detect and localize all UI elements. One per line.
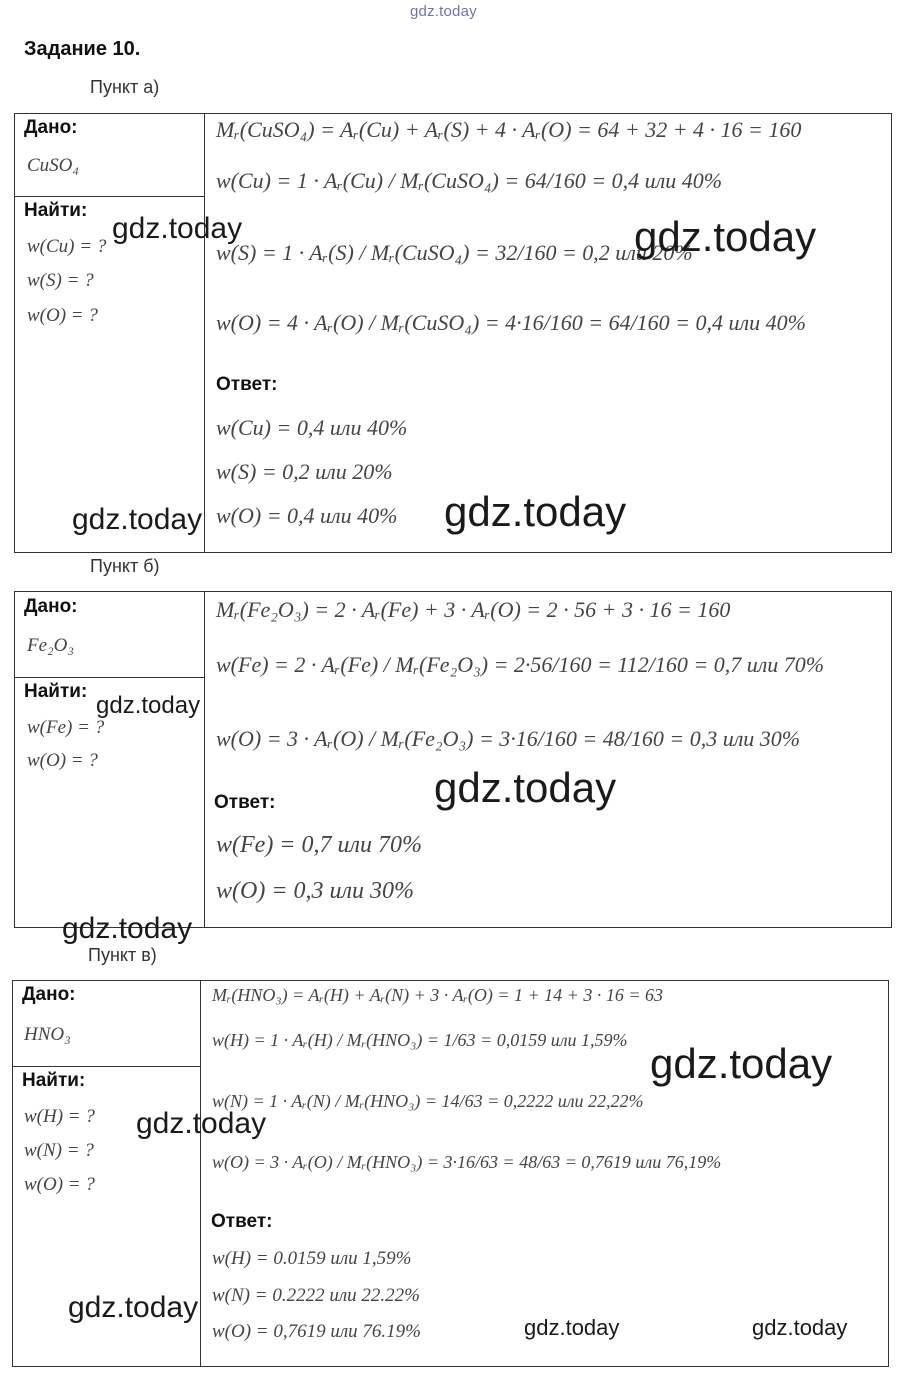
part-a-answer-label: Ответ: [216, 374, 278, 395]
watermark: gdz.today [68, 1291, 199, 1324]
part-c-title: Пункт в) [88, 945, 157, 965]
part-a-solution-4: w(O) = 4 · Aᵣ(O) / Mᵣ(CuSO₄) = 4·16/160 = 64/160 = 0,4 или 40% [216, 310, 806, 335]
part-c-answer-1: w(H) = 0.0159 или 1,59% [212, 1248, 412, 1269]
part-c-given-formula: HNO₃ [24, 1024, 71, 1045]
part-a-answer-2: w(S) = 0,2 или 20% [216, 459, 393, 484]
part-a-solution-1: Mᵣ(CuSO₄) = Aᵣ(Cu) + Aᵣ(S) + 4 · Aᵣ(O) = 64 + 32 + 4 · 16 = 160 [216, 117, 802, 142]
part-b-solution-1: Mᵣ(Fe₂O₃) = 2 · Aᵣ(Fe) + 3 · Aᵣ(O) = 2 · 56 + 3 · 16 = 160 [216, 597, 731, 622]
part-c-solution-1: Mᵣ(HNO₃) = Aᵣ(H) + Aᵣ(N) + 3 · Aᵣ(O) = 1 + 14 + 3 · 16 = 63 [212, 985, 663, 1005]
part-a-find-1: w(Cu) = ? [27, 236, 107, 257]
part-b-find-1: w(Fe) = ? [27, 717, 105, 738]
part-b-title: Пункт б) [90, 556, 160, 576]
part-a-solution-2: w(Cu) = 1 · Aᵣ(Cu) / Mᵣ(CuSO₄) = 64/160 = 0,4 или 40% [216, 168, 723, 193]
part-b-given-formula: Fe₂O₃ [27, 635, 74, 656]
watermark: gdz.today [62, 912, 193, 945]
watermark: gdz.today [444, 488, 627, 535]
part-b-given-label: Дано: [24, 596, 78, 617]
part-a-answer-1: w(Cu) = 0,4 или 40% [216, 415, 408, 440]
part-b-box [14, 591, 892, 928]
part-c-find-3: w(O) = ? [24, 1174, 95, 1195]
watermark: gdz.today [434, 764, 617, 811]
part-b-find-2: w(O) = ? [27, 750, 98, 771]
part-b-solution-3: w(O) = 3 · Aᵣ(O) / Mᵣ(Fe₂O₃) = 3·16/160 = 48/160 = 0,3 или 30% [216, 726, 801, 751]
part-c-solution-4: w(O) = 3 · Aᵣ(O) / Mᵣ(HNO₃) = 3·16/63 = 48/63 = 0,7619 или 76,19% [212, 1152, 722, 1172]
part-c-solution-3: w(N) = 1 · Aᵣ(N) / Mᵣ(HNO₃) = 14/63 = 0,2222 или 22,22% [212, 1091, 644, 1111]
part-a-find-label: Найти: [24, 200, 88, 221]
part-c-find-2: w(N) = ? [24, 1140, 94, 1161]
watermark: gdz.today [752, 1315, 848, 1340]
site-logo-text: gdz.today [410, 3, 477, 20]
part-a-given-formula: CuSO₄ [27, 155, 79, 176]
part-a-answer-3: w(O) = 0,4 или 40% [216, 503, 398, 528]
watermark: gdz.today [136, 1107, 267, 1140]
part-a-given-label: Дано: [24, 117, 78, 138]
watermark: gdz.today [112, 212, 243, 245]
part-a-solution-3: w(S) = 1 · Aᵣ(S) / Mᵣ(CuSO₄) = 32/160 = 0,2 или 20% [216, 240, 693, 265]
watermark: gdz.today [72, 503, 203, 536]
part-b-answer-1: w(Fe) = 0,7 или 70% [216, 832, 422, 858]
watermark: gdz.today [634, 213, 817, 260]
part-a-find-3: w(O) = ? [27, 305, 98, 326]
watermark: gdz.today [524, 1315, 620, 1340]
part-b-answer-2: w(O) = 0,3 или 30% [216, 878, 414, 904]
part-c-find-label: Найти: [22, 1070, 86, 1091]
watermark: gdz.today [650, 1040, 833, 1087]
part-c-given-label: Дано: [22, 984, 76, 1005]
part-c-answer-label: Ответ: [211, 1211, 273, 1232]
part-b-solution-2: w(Fe) = 2 · Aᵣ(Fe) / Mᵣ(Fe₂O₃) = 2·56/160 = 112/160 = 0,7 или 70% [216, 652, 825, 677]
part-c-answer-3: w(O) = 0,7619 или 76.19% [212, 1321, 421, 1342]
part-c-answer-2: w(N) = 0.2222 или 22.22% [212, 1285, 420, 1306]
part-a-title: Пункт а) [90, 77, 160, 97]
part-c-find-1: w(H) = ? [24, 1106, 95, 1127]
part-a-find-2: w(S) = ? [27, 270, 94, 291]
part-b-find-label: Найти: [24, 681, 88, 702]
watermark: gdz.today [96, 692, 201, 719]
part-c-solution-2: w(H) = 1 · Aᵣ(H) / Mᵣ(HNO₃) = 1/63 = 0,0159 или 1,59% [212, 1030, 628, 1050]
part-b-answer-label: Ответ: [214, 792, 276, 813]
task-title: Задание 10. [24, 38, 141, 60]
